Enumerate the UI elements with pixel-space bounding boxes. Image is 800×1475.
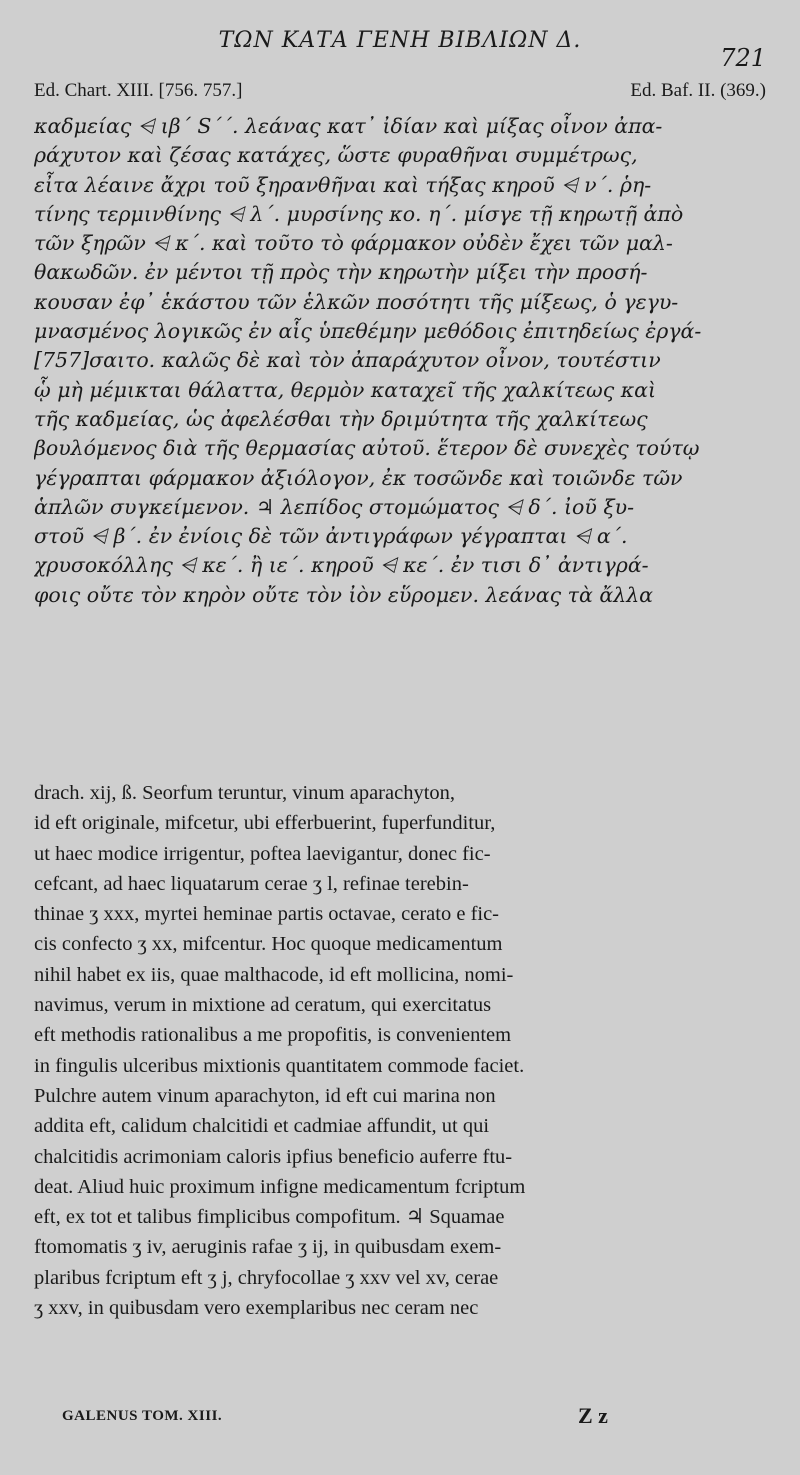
greek-line: τῆς καδμείας, ὡς ἀφελέσθαι τὴν δριμύτητα τῆς χαλκίτεως — [34, 406, 648, 431]
greek-text-block — [34, 112, 766, 610]
greek-line: τίνης τερμινθίνης ⩤ λ΄. μυρσίνης κο. η΄. μίσγε τῇ κηρωτῇ ἀπὸ — [34, 201, 684, 226]
latin-line: chalcitidis acrimoniam caloris ipfius beneficio auferre ftu- — [34, 1145, 513, 1168]
greek-line: βουλόμενος διὰ τῆς θερμασίας αὐτοῦ. ἕτερον δὲ συνεχὲς τούτῳ — [34, 436, 700, 461]
latin-line: nihil habet ex iis, quae malthacode, id eft mollicina, nomi- — [34, 963, 514, 986]
greek-line: ἁπλῶν συγκείμενον. ♃ λεπίδος στομώματος ⩤ δ΄. ἰοῦ ξυ- — [34, 494, 635, 519]
greek-line: μνασμένος λογικῶς ἐν αἷς ὑπεθέμην μεθόδοις ἐπιτηδείως ἐργά- — [34, 319, 702, 344]
greek-line: φοις οὔτε τὸν κηρὸν οὔτε τὸν ἰὸν εὕρομεν. λεάνας τὰ ἄλλα — [34, 582, 654, 607]
footer-sheet-mark: Z z — [578, 1403, 608, 1428]
page-number: 721 — [720, 44, 766, 72]
greek-line: [757]σαιτο. καλῶς δὲ καὶ τὸν ἀπαράχυτον οἶνον, τουτέστιν — [34, 348, 661, 373]
latin-line: drach. xij, ß. Seorfum teruntur, vinum aparachyton, — [34, 782, 456, 804]
edition-bas-ref: Ed. Baf. II. (369.) — [630, 80, 766, 101]
latin-line: deat. Aliud huic proximum infigne medicamentum fcriptum — [34, 1175, 526, 1198]
edition-chart-ref: Ed. Chart. XIII. [756. 757.] — [34, 80, 243, 101]
latin-line: eft, ex tot et talibus fimplicibus compofitum. ♃ Squamae — [34, 1206, 505, 1229]
greek-line: εἶτα λέαινε ἄχρι τοῦ ξηρανθῆναι καὶ τήξας κηροῦ ⩤ ν΄. ῥη- — [34, 172, 652, 197]
latin-line: Pulchre autem vinum aparachyton, id eft cui marina non — [34, 1084, 496, 1107]
latin-line: ftomomatis ʒ iv, aeruginis rafae ʒ ij, in quibusdam exem- — [34, 1236, 502, 1259]
greek-line: ᾧ μὴ μέμικται θάλαττα, θερμὸν καταχεῖ τῆς χαλκίτεως καὶ — [34, 377, 657, 402]
greek-line: καδμείας ⩤ ιβ΄ S΄΄. λεάνας κατ᾽ ἰδίαν καὶ μίξας οἶνον ἀπα- — [34, 114, 663, 138]
greek-line: κουσαν ἐφ᾽ ἑκάστου τῶν ἑλκῶν ποσότητι τῆς μίξεως, ὁ γεγυ- — [34, 289, 679, 314]
greek-line: θακωδῶν. ἐν μέντοι τῇ πρὸς τὴν κηρωτὴν μίξει τὴν προσή- — [34, 260, 648, 285]
edition-references — [34, 80, 766, 102]
latin-line: id eft originale, mifcetur, ubi efferbuerint, fuperfunditur, — [34, 812, 496, 835]
greek-line: τῶν ξηρῶν ⩤ κ΄. καὶ τοῦτο τὸ φάρμακον οὐδὲν ἔχει τῶν μαλ- — [34, 231, 673, 256]
latin-line: ʒ xxv, in quibusdam vero exemplaribus nec ceram nec — [34, 1297, 479, 1320]
footer-signature: GALENUS TOM. XIII. — [62, 1408, 223, 1424]
latin-line: in fingulis ulceribus mixtionis quantitatem commode faciet. — [34, 1054, 525, 1077]
greek-line: ράχυτον καὶ ζέσας κατάχες, ὥστε φυραθῆναι συμμέτρως, — [34, 143, 638, 168]
latin-line: plaribus fcriptum eft ʒ j, chryfocollae ʒ xxv vel xv, cerae — [34, 1266, 499, 1289]
latin-line: ut haec modice irrigentur, poftea laevigantur, donec fic- — [34, 842, 491, 865]
latin-line: navimus, verum in mixtione ad ceratum, qui exercitatus — [34, 994, 492, 1017]
latin-line: eft methodis rationalibus a me propofitis, is convenientem — [34, 1024, 512, 1047]
latin-line: thinae ʒ xxx, myrtei heminae partis octavae, cerato e fic- — [34, 903, 500, 926]
latin-text-block — [34, 778, 766, 1323]
running-title: ΤΩΝ ΚΑΤΑ ΓΕΝΗ ΒΙΒΛΙΩΝ Δ. — [218, 28, 582, 53]
latin-line: cis confecto ʒ xx, mifcentur. Hoc quoque medicamentum — [34, 933, 503, 956]
greek-line: χρυσοκόλλης ⩤ κε΄. ἢ ιε΄. κηροῦ ⩤ κε΄. ἐν τισι δ᾽ ἀντιγρά- — [34, 553, 649, 578]
latin-line: cefcant, ad haec liquatarum cerae ʒ l, refinae terebin- — [34, 872, 469, 895]
latin-line: addita eft, calidum chalcitidi et cadmiae affundit, ut qui — [34, 1115, 490, 1138]
greek-line: γέγραπται φάρμακον ἀξιόλογον, ἐκ τοσῶνδε καὶ τοιῶνδε τῶν — [34, 465, 683, 490]
greek-line: στοῦ ⩤ β΄. ἐν ἐνίοις δὲ τῶν ἀντιγράφων γέγραπται ⩤ α΄. — [34, 524, 628, 549]
